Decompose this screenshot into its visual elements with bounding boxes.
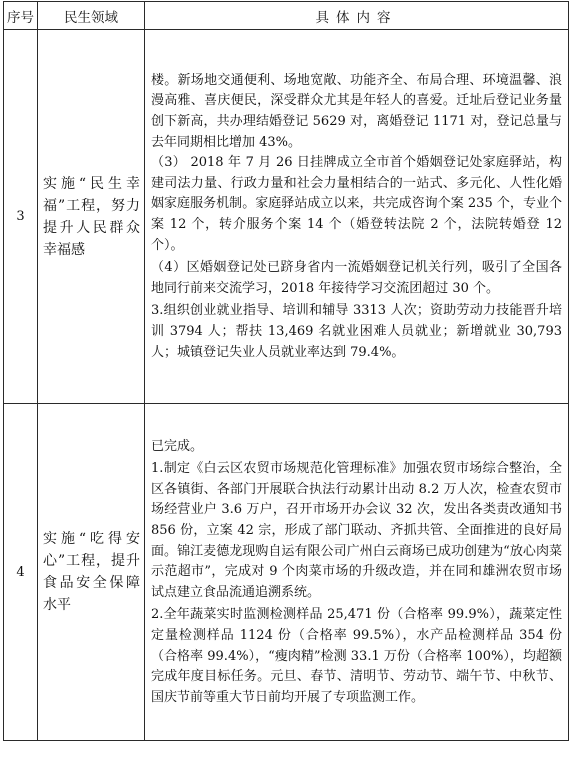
row-number: 4 <box>4 404 38 741</box>
row-field: 实施“民生幸福”工程，努力提升人民群众幸福感 <box>38 30 145 404</box>
header-seq: 序号 <box>4 2 38 30</box>
row-content <box>145 404 569 741</box>
row-number: 3 <box>4 30 38 404</box>
content-paragraph: 已完成。 <box>151 438 204 454</box>
content-paragraph: 1.制定《白云区农贸市场规范化管理标准》加强农贸市场综合整治，全区各镇街、各部门开展联合执法行动累计出动 8.2 万人次，检查农贸市场经营业户 3.6 万户，召开市场开办会议 32 次，发出各类责改通知书 856 份，立案 42 宗，形成了部门联动、齐抓共管、全面推进的良好局面。锦江麦德龙现购自运有限公司广州白云商场已成功创建为“放心肉菜示范超市”，完成对 9 个肉菜市场的升级改造，并在同和雄洲农贸市场试点建立食品流通追溯系统。 <box>151 461 562 600</box>
content-paragraph: （4）区婚姻登记处已跻身省内一流婚姻登记机关行列，吸引了全国各地同行前来交流学习，2018 年接待学习交流团超过 30 个。 <box>151 260 562 296</box>
row-content <box>145 30 569 404</box>
content-paragraph: （3） 2018 年 7 月 26 日挂牌成立全市首个婚姻登记处家庭驿站，构建司法力量、行政力量和社会力量相结合的一站式、多元化、人性化婚姻家庭服务机制。家庭驿站成立以来，共完成咨询个案 235 个，专业个案 12 个，转介服务个案 14 个（婚登转法院 2 个，法院转婚登 12 个）。 <box>151 155 562 253</box>
livelihood-table <box>3 1 569 741</box>
content-paragraph: 2.全年蔬菜实时监测检测样品 25,471 份（合格率 99.9%），蔬菜定性定量检测样品 1124 份（合格率 99.5%），水产品检测样品 354 份（合格率 99.4%），“瘦肉精”检测 33.1 万份（合格率 100%），均超额完成年度目标任务。元旦、春节、清明节、劳动节、端午节、中秋节、国庆节前等重大节日前均开展了专项监测工作。 <box>151 607 562 705</box>
table-header-row <box>4 2 569 30</box>
row-field: 实施“吃得安心”工程，提升食品安全保障水平 <box>38 404 145 741</box>
content-paragraph: 楼。新场地交通便利、场地宽敞、功能齐全、布局合理、环境温馨、浪漫高雅、喜庆便民，深受群众尤其是年轻人的喜爱。迁址后登记业务量创下新高，共办理结婚登记 5629 对，离婚登记 1171 对，登记总量与去年同期相比增加 43%。 <box>151 72 562 150</box>
content-paragraph: 3.组织创业就业指导、培训和辅导 3313 人次；资助劳动力技能晋升培训 3794 人；帮扶 13,469 名就业困难人员就业；新增就业 30,793 人；城镇登记失业人员就业率达到 79.4%。 <box>151 303 562 360</box>
header-content: 具体内容 <box>145 2 569 30</box>
table-row <box>4 404 569 741</box>
header-field: 民生领域 <box>38 2 145 30</box>
table-row <box>4 30 569 404</box>
